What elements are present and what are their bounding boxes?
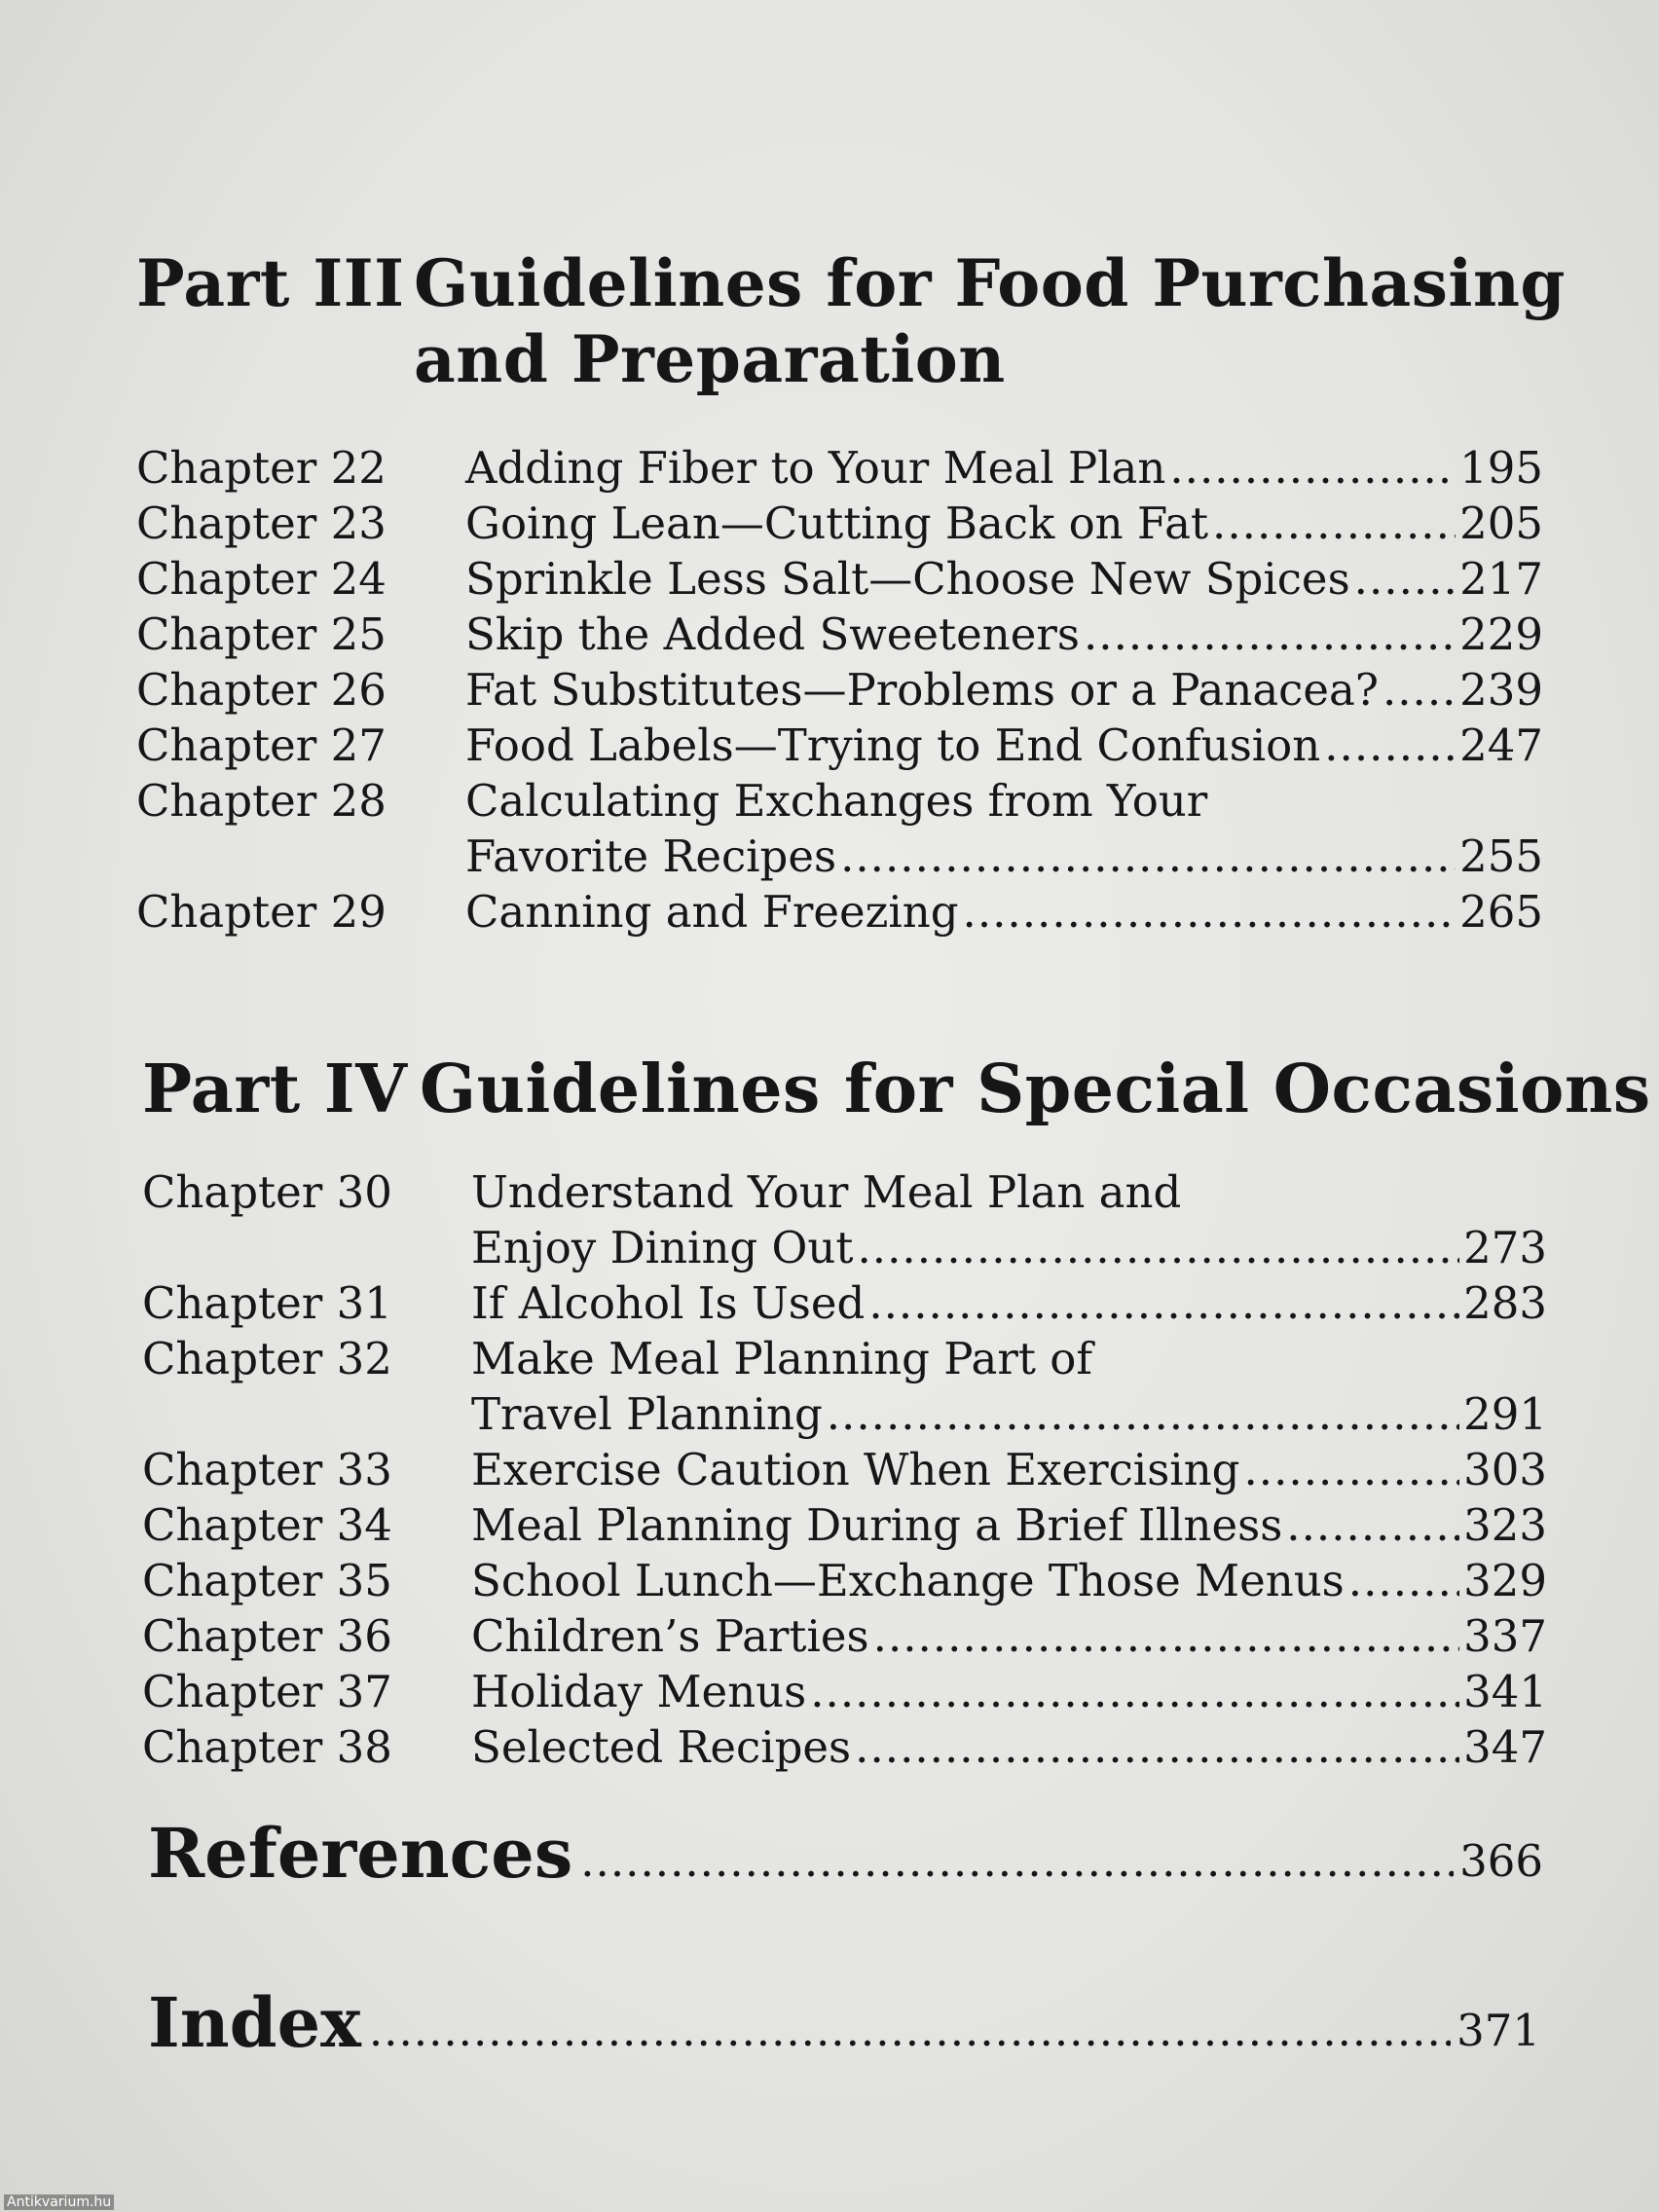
chapter-title-continuation: Enjoy Dining Out [471,1222,854,1273]
dot-leader [1084,607,1456,662]
chapter-title: Fat Substitutes—Problems or a Panacea? [465,664,1379,716]
dot-leader [868,1275,1459,1331]
dot-leader [1382,662,1456,718]
toc-entry [136,718,1543,773]
page-number: 347 [1463,1721,1547,1773]
toc-entry [136,551,1543,607]
dot-leader [1348,1553,1459,1608]
page-number: 273 [1463,1222,1547,1273]
page-number: 366 [1459,1835,1543,1887]
chapter-number: Chapter 30 [142,1166,392,1218]
page-number: 217 [1459,553,1543,605]
dot-leader [855,1719,1459,1775]
toc-entry-continuation [136,829,1543,884]
chapter-number: Chapter 33 [142,1444,392,1495]
chapter-title-continuation: Favorite Recipes [465,830,837,882]
page-number: 329 [1463,1555,1547,1606]
dot-leader [810,1664,1459,1719]
toc-entry [136,496,1543,551]
page-number: 371 [1456,2005,1540,2056]
chapter-number: Chapter 23 [136,498,387,549]
page-number: 337 [1463,1610,1547,1662]
index-label: Index [148,1982,361,2063]
dot-leader [840,829,1456,884]
page-number: 195 [1459,442,1543,494]
references-entry [148,1813,1543,1895]
page-number: 247 [1459,719,1543,771]
chapter-number: Chapter 31 [142,1277,392,1329]
part3-toc [136,440,1543,940]
chapter-number: Chapter 29 [136,886,387,938]
chapter-number: Chapter 25 [136,608,387,660]
chapter-title: Adding Fiber to Your Meal Plan [465,442,1166,494]
toc-entry [142,1719,1547,1775]
chapter-number: Chapter 34 [142,1499,392,1551]
chapter-number: Chapter 37 [142,1666,392,1717]
toc-entry [142,1442,1547,1497]
part4-heading [142,1051,1651,1127]
chapter-number: Chapter 22 [136,442,387,494]
toc-entry [136,607,1543,662]
chapter-number: Chapter 27 [136,719,387,771]
dot-leader [1324,718,1456,773]
page-number: 291 [1463,1388,1547,1440]
chapter-title: Make Meal Planning Part of [471,1333,1093,1384]
part3-title-line1: Guidelines for Food Purchasing [414,245,1567,321]
chapter-title: If Alcohol Is Used [471,1277,866,1329]
chapter-title: Understand Your Meal Plan and [471,1166,1182,1218]
chapter-title: Food Labels—Trying to End Confusion [465,719,1321,771]
chapter-title: Holiday Menus [471,1666,807,1717]
dot-leader [369,2003,1451,2058]
toc-entry [142,1275,1547,1331]
chapter-title: Children’s Parties [471,1610,869,1662]
chapter-title: Canning and Freezing [465,886,959,938]
chapter-number: Chapter 24 [136,553,387,605]
dot-leader [580,1833,1454,1889]
page-number: 323 [1463,1499,1547,1551]
page-number: 239 [1459,664,1543,716]
page-number: 265 [1459,886,1543,938]
index-entry [148,1982,1540,2064]
part3-title-line2: and Preparation [414,321,1006,397]
chapter-title-continuation: Travel Planning [471,1388,823,1440]
toc-entry [136,662,1543,718]
dot-leader [1286,1497,1459,1553]
toc-entry [136,773,1543,829]
chapter-number: Chapter 36 [142,1610,392,1662]
part3-label: Part III [136,245,405,321]
chapter-title: Calculating Exchanges from Your [465,775,1208,827]
dot-leader [1169,440,1456,496]
watermark: Antikvarium.hu [4,2194,114,2210]
dot-leader [827,1386,1459,1442]
dot-leader [858,1220,1460,1275]
toc-entry [142,1497,1547,1553]
dot-leader [963,884,1456,940]
part4-title: Guidelines for Special Occasions [420,1051,1651,1128]
page-number: 205 [1459,498,1543,549]
toc-entry [142,1608,1547,1664]
chapter-number: Chapter 28 [136,775,387,827]
dot-leader [1212,496,1456,551]
dot-leader [873,1608,1459,1664]
dot-leader [1243,1442,1459,1497]
part4-toc [142,1164,1547,1775]
page-number: 283 [1463,1277,1547,1329]
toc-entry [142,1664,1547,1719]
chapter-title: Selected Recipes [471,1721,852,1773]
chapter-number: Chapter 32 [142,1333,392,1384]
page-number: 229 [1459,608,1543,660]
page-number: 303 [1463,1444,1547,1495]
toc-entry [136,440,1543,496]
chapter-title: Skip the Added Sweeteners [465,608,1080,660]
toc-entry-continuation [142,1386,1547,1442]
toc-entry-continuation [142,1220,1547,1275]
chapter-number: Chapter 35 [142,1555,392,1606]
toc-entry [136,884,1543,940]
chapter-number: Chapter 26 [136,664,387,716]
toc-entry [142,1164,1547,1220]
toc-entry [142,1331,1547,1386]
chapter-title: Sprinkle Less Salt—Choose New Spices [465,553,1350,605]
page-number: 255 [1459,830,1543,882]
chapter-title: Meal Planning During a Brief Illness [471,1499,1283,1551]
chapter-title: Going Lean—Cutting Back on Fat [465,498,1209,549]
chapter-number: Chapter 38 [142,1721,392,1773]
references-label: References [148,1813,573,1894]
part4-label: Part IV [142,1051,408,1128]
page-number: 341 [1463,1666,1547,1717]
chapter-title: School Lunch—Exchange Those Menus [471,1555,1345,1606]
toc-entry [142,1553,1547,1608]
dot-leader [1354,551,1456,607]
part3-heading [136,245,1566,397]
chapter-title: Exercise Caution When Exercising [471,1444,1240,1495]
